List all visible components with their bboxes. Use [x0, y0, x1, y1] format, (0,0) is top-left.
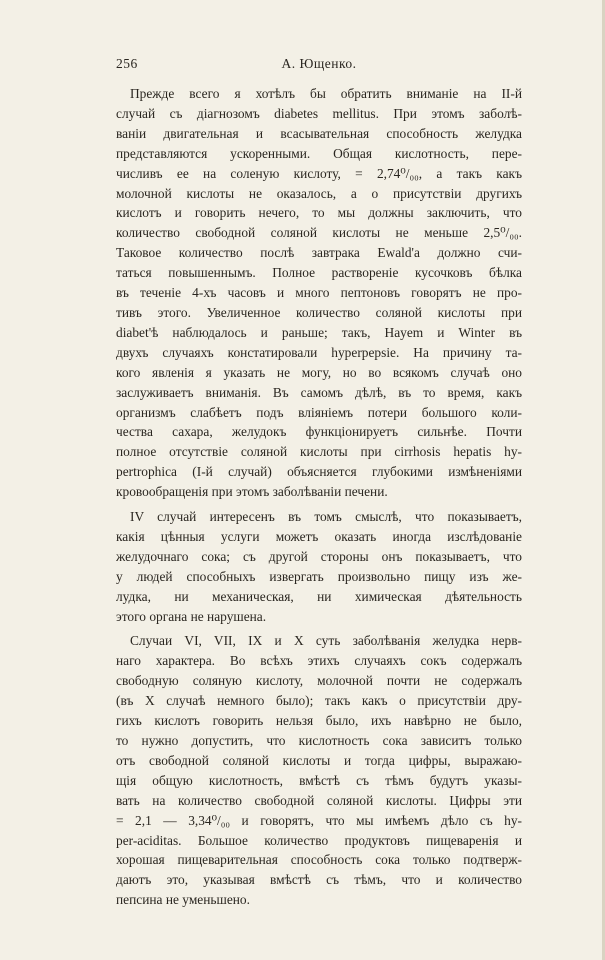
text-line: въ теченіе 4-хъ часовъ и много пептоновъ говорятъ не про- — [116, 285, 522, 301]
paragraph — [116, 84, 522, 502]
text-line: Таковое количество послѣ завтрака Ewald'а должно счи- — [116, 245, 522, 261]
text-line: ваніи двигательная и всасывательная способность желудка — [116, 125, 522, 141]
text-line: этого органа не нарушена. — [116, 608, 267, 624]
text-line: кислотъ и говорить нечего, то мы должны заключить, что — [116, 205, 522, 221]
text-line: Прежде всего я хотѣлъ бы обратить вниманіе на II-й — [130, 86, 522, 101]
text-line: случай съ діагнозомъ diabetes mellitus. При этомъ заболѣ- — [116, 105, 522, 121]
text-line: гихъ кислотъ говорить нельзя было, ихъ навѣрно не было, — [116, 713, 522, 729]
text-line: (въ X случаѣ немного было); такъ какъ о присутствіи дру- — [116, 693, 522, 709]
text-line: таться повышеннымъ. Полное раствореніе кусочковъ бѣлка — [116, 265, 522, 281]
text-line: Случаи VI, VII, IX и X суть заболѣванія желудка нерв- — [130, 633, 522, 649]
text-line: количество свободной соляной кислоты не меньше 2,5⁰/₀₀. — [116, 225, 522, 241]
text-line: чества сахара, желудокъ функціонируетъ сильнѣе. Почти — [116, 424, 522, 440]
text-line: организмъ слабѣетъ подъ вліяніемъ потери большого коли- — [116, 404, 522, 420]
text-line: кровообращенія при этомъ заболѣваніи печени. — [116, 484, 388, 500]
text-line: = 2,1 — 3,34⁰/₀₀ и говорятъ, что мы имѣемъ дѣло съ hy- — [116, 812, 522, 828]
text-line: представляются ускоренными. Общая кислотность, пере- — [116, 145, 522, 161]
paragraph — [116, 507, 522, 626]
text-line: двухъ случаяхъ констатировали hyperpepsie. На причину та- — [116, 344, 522, 360]
text-line: pertrophica (I-й случай) объясняется глубокими измѣненіями — [116, 464, 522, 480]
text-line: щія общую кислотность, вмѣстѣ съ тѣмъ будутъ указы- — [116, 772, 522, 788]
running-header — [116, 56, 522, 74]
text-line: у людей способныхъ извергать произвольно пищу изъ же- — [116, 568, 522, 584]
text-line: свободную соляную кислоту, молочной почти не содержалъ — [116, 673, 522, 689]
text-line: наго характера. Во всѣхъ этихъ случаяхъ сокъ содержалъ — [116, 653, 522, 669]
text-line: какія цѣнныя услуги можетъ оказать иногда изслѣдованіе — [116, 528, 522, 544]
text-line: лудка, ни механическая, ни химическая дѣятельность — [116, 588, 522, 604]
text-line: пепсина не уменьшено. — [116, 892, 250, 908]
text-line: полное отсутствіе соляной кислоты при cirrhosis hepatis hy- — [116, 444, 522, 460]
paragraph — [116, 631, 522, 910]
text-line: то нужно допустить, что кислотность сока зависитъ только — [116, 733, 522, 748]
page-number: 256 — [116, 56, 138, 71]
text-line: тивъ этого. Увеличенное количество соляной кислоты при — [116, 304, 522, 320]
body-text — [116, 84, 522, 910]
text-line: желудочнаго сока; съ другой стороны онъ показываетъ, что — [116, 548, 522, 564]
text-line: отъ свободной соляной кислоты и тогда цифры, выражаю- — [116, 752, 522, 768]
text-line: даютъ это, указывая вмѣстѣ съ тѣмъ, что и количество — [116, 872, 522, 888]
text-line: молочной кислоты не оказалось, а о присутствіи другихъ — [116, 185, 522, 201]
running-title: А. Ющенко. — [281, 56, 357, 71]
text-line: числивъ ее на соленую кислоту, = 2,74⁰/₀₀, а такъ какъ — [116, 165, 522, 181]
text-line: вать на количество свободной соляной кислоты. Цифры эти — [116, 792, 522, 808]
text-line: per-aciditas. Большое количество продуктовъ пищеваренія и — [116, 832, 522, 848]
text-line: кого явленія я указать не могу, но во всякомъ случаѣ оно — [116, 364, 522, 380]
text-line: хорошая пищеварительная способность сока только подтверж- — [116, 852, 522, 868]
text-line: IV случай интересенъ въ томъ смыслѣ, что показываетъ, — [130, 509, 522, 525]
text-line: заслуживаетъ вниманія. Въ самомъ дѣлѣ, въ то время, какъ — [116, 384, 522, 400]
text-line: diabet'ѣ наблюдалось и раньше; такъ, Hayem и Winter въ — [116, 324, 522, 340]
